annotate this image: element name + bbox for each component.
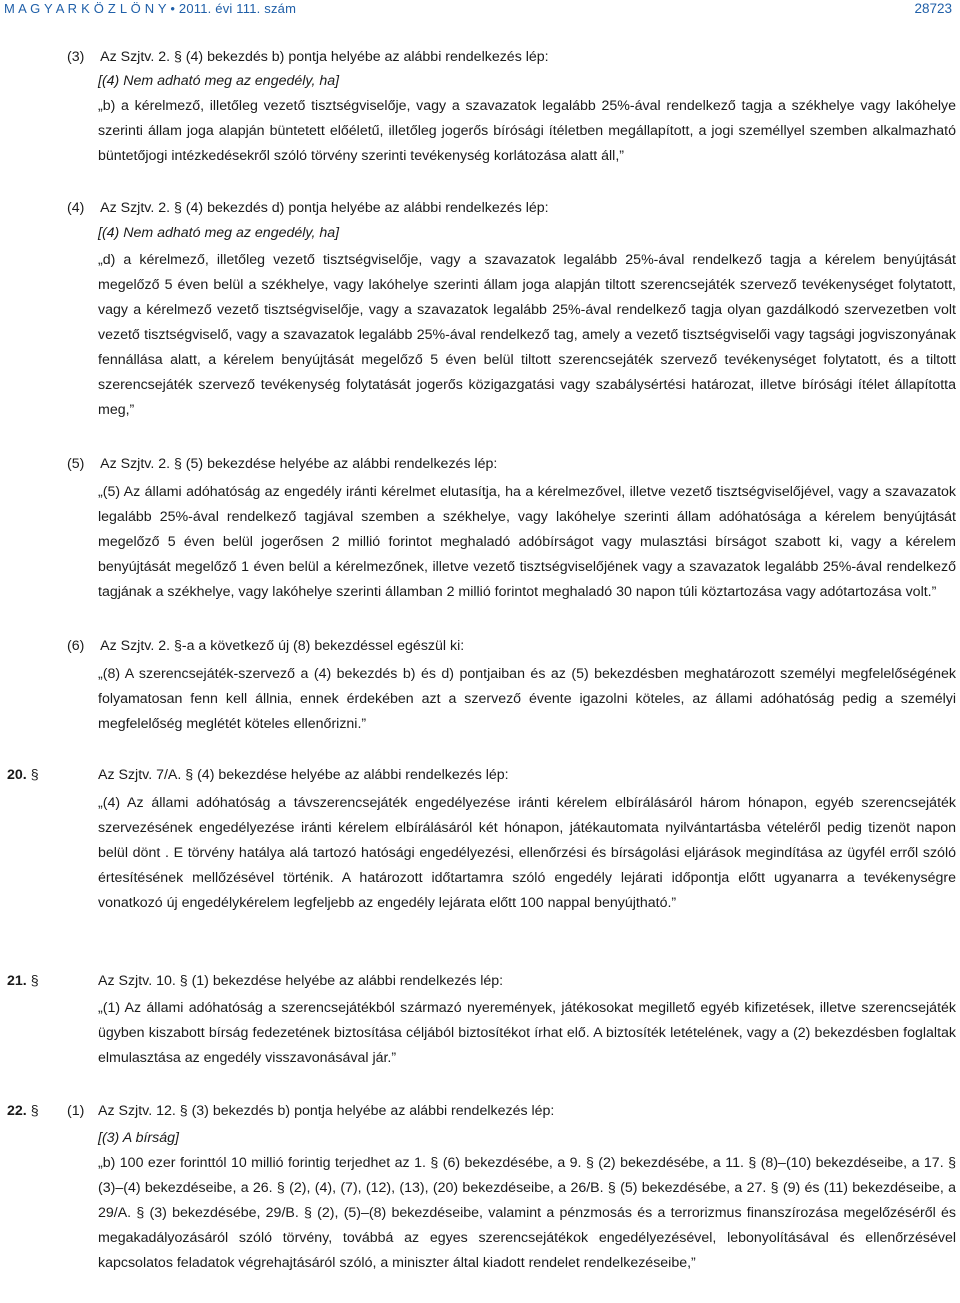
point-5-body: „(5) Az állami adóhatóság az engedély iránti kérelmet elutasítja, ha a kérelmezővel, illetve vezető tisztségviselőjével, vagy a szavazatok legalább 25%-ával rendelkező tagjával szemben a székhelye, vagy lakóhelye szerinti állam adóhatósága a kérelem benyújtását megelőző 5 éven belül jogerősen 2 millió forintot meghaladó adóbírságot vagy mulasztási bírságot szabott ki, vagy a kérelem benyújtását megelőző 1 éven belül a kérelmezőnek, illetve vezető tisztségviselőjének vagy a szavazatok legalább 25%-ával rendelkező tagjának a székhelye, vagy lakóhelye szerinti államban 2 millió forintot meghaladó 30 napon túli köztartozása vagy adótartozása volt.” <box>98 484 956 600</box>
point-4-heading <box>67 196 549 221</box>
section-22-heading: Az Szjtv. 12. § (3) bekezdés b) pontja helyébe az alábbi rendelkezés lép: <box>98 1103 555 1119</box>
page-header <box>0 0 960 24</box>
point-5-marker: (5) <box>67 456 85 472</box>
point-3-heading <box>67 45 549 70</box>
point-3-heading-text: Az Szjtv. 2. § (4) bekezdés b) pontja helyébe az alábbi rendelkezés lép: <box>100 49 549 65</box>
point-4-marker: (4) <box>67 200 85 216</box>
point-4-lead: [(4) Nem adható meg az engedély, ha] <box>98 225 340 241</box>
point-6-heading-text: Az Szjtv. 2. §-a a következő új (8) bekezdéssel egészül ki: <box>100 638 465 654</box>
section-21-symbol: § <box>30 973 39 989</box>
point-6-body: „(8) A szerencsejáték-szervező a (4) bekezdés b) és d) pontjaiban és az (5) bekezdésben meghatározott személyi megfelelőségének folyamatosan fenn kell állnia, ennek érdekében azt a szervező évente igazolni köteles, az állami adóhatóság pedig a személyi megfelelőség meglétét köteles ellenőrizni.” <box>98 666 956 732</box>
section-22-point-1-marker: (1) <box>67 1103 85 1119</box>
section-20-number: 20. § <box>7 767 39 783</box>
section-20-symbol: § <box>30 767 39 783</box>
page-number: 28723 <box>914 1 952 16</box>
point-4-heading-text: Az Szjtv. 2. § (4) bekezdés d) pontja helyébe az alábbi rendelkezés lép: <box>100 200 549 216</box>
section-20-body: „(4) Az állami adóhatóság a távszerencsejáték engedélyezése iránti kérelem elbírálásáról három hónapon, egyéb szerencsejáték szervezésének engedélyezése iránti kérelem elbírálásáról két hónapon, játékautomata nyilvántartásba vételéről pedig tizenöt napon belül dönt . E törvény hatálya alá tartozó hatósági engedélyezési, ellenőrzési és bírságolási eljárások megindítása az ügyfél erről szóló értesítésének mellőzésével történik. A határozott időtartamra szóló engedély lejárati időpontja előtt ugyanarra a tevékenységre vonatkozó új engedélykérelem legfeljebb az engedély lejárata előtt 100 nappal benyújtható.” <box>98 795 956 911</box>
point-5-heading <box>67 452 497 477</box>
section-21-number: 21. § <box>7 973 39 989</box>
section-21-heading: Az Szjtv. 10. § (1) bekezdése helyébe az alábbi rendelkezés lép: <box>98 973 504 989</box>
section-20-heading: Az Szjtv. 7/A. § (4) bekezdése helyébe az alábbi rendelkezés lép: <box>98 767 509 783</box>
journal-title: M A G Y A R K Ö Z L Ö N Y • 2011. évi 111. szám <box>4 1 297 16</box>
point-4-body: „d) a kérelmező, illetőleg vezető tisztségviselője, vagy a szavazatok legalább 25%-ával rendelkező tagja a kérelem benyújtását megelőző 5 éven belül a székhelye, vagy lakóhelye szerinti állam joga alapján tiltott szerencsejáték szervező tevékenységet folytatott, vagy a kérelmező vezető tisztségviselője, vagy a szavazatok legalább 25%-ával rendelkező tagja olyan gazdálkodó szervezetben volt vezető tisztségviselő, vagy a szavazatok legalább 25%-ával rendelkező tag, amely a vezető tisztségviselői vagy tagsági jogviszonyának fennállása alatt, a kérelem benyújtását megelőző 5 éven belül tiltott szerencsejáték szervező tevékenységet folytatott, és a tiltott szerencsejáték szervező tevékenység folytatását jogerős közigazgatási vagy szabálysértési határozat, illetve bírósági ítélet állapította meg,” <box>98 252 956 418</box>
point-3-lead: [(4) Nem adható meg az engedély, ha] <box>98 73 340 89</box>
point-3-marker: (3) <box>67 49 85 65</box>
section-22-body: „b) 100 ezer forinttól 10 millió forintig terjedhet az 1. § (6) bekezdésébe, a 9. § (2) bekezdésébe, a 11. § (8)–(10) bekezdéseibe, a 17. § (3)–(4) bekezdéseibe, a 26. § (2), (4), (7), (12), (13), (20) bekezdéseibe, a 26/B. § (5) bekezdésébe, a 27. § (9) és (11) bekezdéseibe, a 29/A. § (3) bekezdésébe, 29/B. § (2), (5)–(8) bekezdéseibe, valamint a pénzmosás és a terrorizmus finanszírozása megelőzéséről és megakadályozásáról szóló törvény, továbbá az egyes szerencsejátékok engedélyezésével, lebonyolításával és ellenőrzésével kapcsolatos feladatok végrehajtásáról szóló, a miniszter által kiadott rendelet rendelkezéseibe,” <box>98 1155 956 1271</box>
point-5-heading-text: Az Szjtv. 2. § (5) bekezdése helyébe az alábbi rendelkezés lép: <box>100 456 498 472</box>
point-6-heading <box>67 634 464 659</box>
section-22-symbol: § <box>30 1103 39 1119</box>
section-22-lead: [(3) A bírság] <box>98 1130 179 1146</box>
section-22-number: 22. § <box>7 1103 39 1119</box>
point-3-body: „b) a kérelmező, illetőleg vezető tisztségviselője, vagy a szavazatok legalább 25%-ával rendelkező tagja a székhelye vagy lakóhelye szerinti állam joga alapján büntetett előéletű, illetőleg jogerős bírósági ítéletben megállapított, a jogi személlyel szemben alkalmazható büntetőjogi intézkedésekről szóló törvény szerinti tevékenység korlátozása alatt áll,” <box>98 98 956 164</box>
section-21-body: „(1) Az állami adóhatóság a szerencsejátékból származó nyeremények, játékosokat megillető egyéb kifizetések, illetve szerencsejáték ügyben kiszabott bírság fedezetének biztosítása céljából biztosítékot írhat elő. A biztosíték letételének, vagy a (2) bekezdésben foglaltak elmulasztása az engedély visszavonásával jár.” <box>98 1000 956 1066</box>
point-6-marker: (6) <box>67 638 85 654</box>
